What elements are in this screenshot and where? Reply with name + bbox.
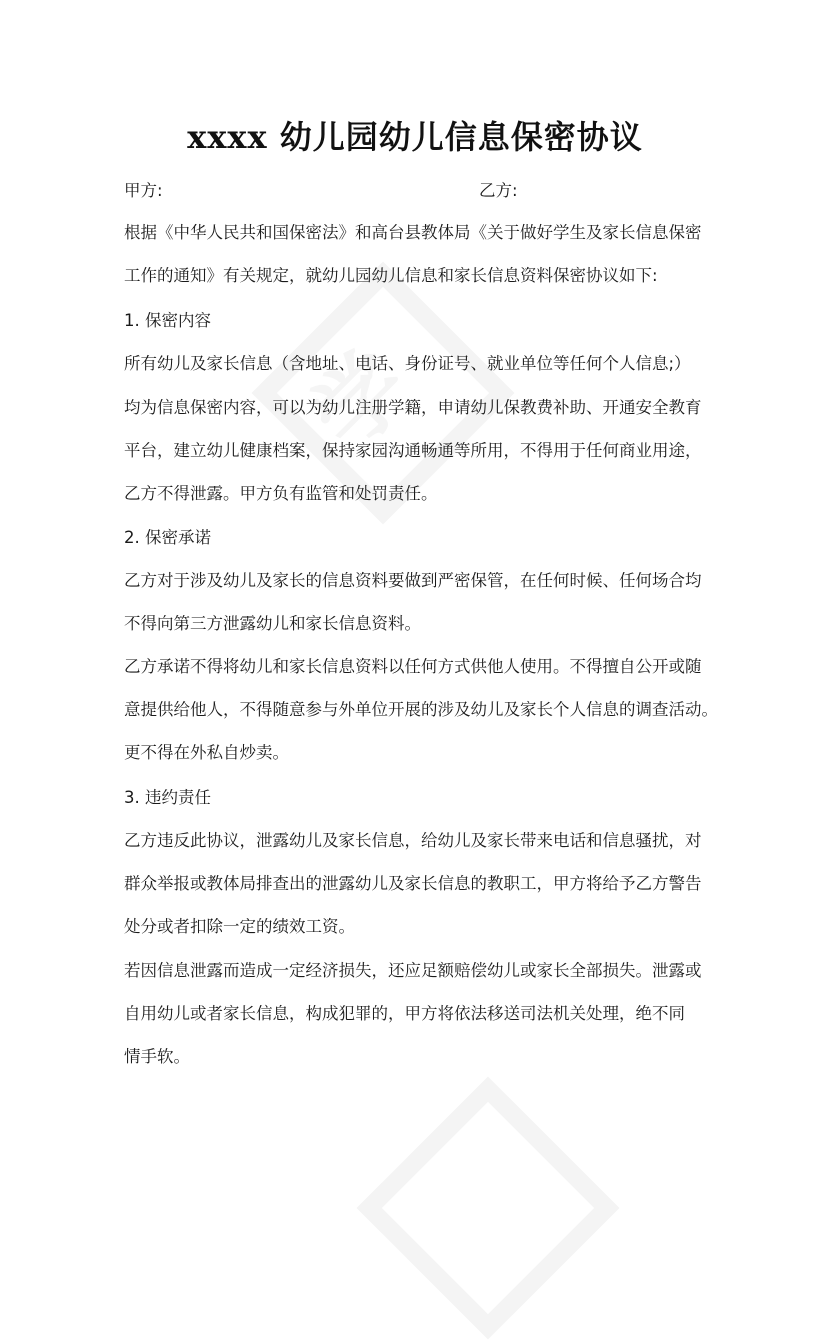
- paragraph-line: 乙方违反此协议，泄露幼儿及家长信息，给幼儿及家长带来电话和信息骚扰，对: [124, 831, 702, 850]
- paragraph-line: 处分或者扣除一定的绩效工资。: [124, 917, 355, 936]
- paragraph-line: 更不得在外私自炒卖。: [124, 743, 289, 762]
- paragraph-line: 群众举报或教体局排查出的泄露幼儿及家长信息的教职工，甲方将给予乙方警告: [124, 874, 702, 893]
- paragraph-line: 所有幼儿及家长信息（含地址、电话、身份证号、就业单位等任何个人信息;）: [124, 354, 691, 373]
- paragraph-line: 情手软。: [124, 1047, 190, 1066]
- intro-line: 根据《中华人民共和国保密法》和高台县教体局《关于做好学生及家长信息保密: [124, 223, 702, 242]
- section-heading-breach-liability: 3. 违约责任: [124, 788, 211, 807]
- paragraph-line: 不得向第三方泄露幼儿和家长信息资料。: [124, 614, 421, 633]
- party-a-label: 甲方:: [124, 181, 163, 200]
- paragraph-line: 若因信息泄露而造成一定经济损失，还应足额赔偿幼儿或家长全部损失。泄露或: [124, 961, 702, 980]
- paragraph-line: 自用幼儿或者家长信息，构成犯罪的，甲方将依法移送司法机关处理，绝不同: [124, 1004, 685, 1023]
- paragraph-line: 乙方不得泄露。甲方负有监管和处罚责任。: [124, 484, 438, 503]
- intro-line: 工作的通知》有关规定，就幼儿园幼儿信息和家长信息资料保密协议如下:: [124, 266, 658, 285]
- paragraph-line: 乙方对于涉及幼儿及家长的信息资料要做到严密保管，在任何时候、任何场合均: [124, 571, 702, 590]
- party-b-label: 乙方:: [479, 181, 518, 200]
- paragraph-line: 意提供给他人，不得随意参与外单位开展的涉及幼儿及家长个人信息的调查活动。: [124, 700, 718, 719]
- paragraph-line: 平台，建立幼儿健康档案，保持家园沟通畅通等所用，不得用于任何商业用途，: [124, 441, 702, 460]
- document-title: xxxx 幼儿园幼儿信息保密协议: [187, 118, 643, 156]
- paragraph-line: 均为信息保密内容，可以为幼儿注册学籍，申请幼儿保教费补助、开通安全教育: [124, 398, 702, 417]
- section-heading-confidentiality-commitment: 2. 保密承诺: [124, 528, 211, 547]
- section-heading-confidential-content: 1. 保密内容: [124, 311, 211, 330]
- watermark-logo-icon: [356, 1076, 619, 1339]
- paragraph-line: 乙方承诺不得将幼儿和家长信息资料以任何方式供他人使用。不得擅自公开或随: [124, 657, 702, 676]
